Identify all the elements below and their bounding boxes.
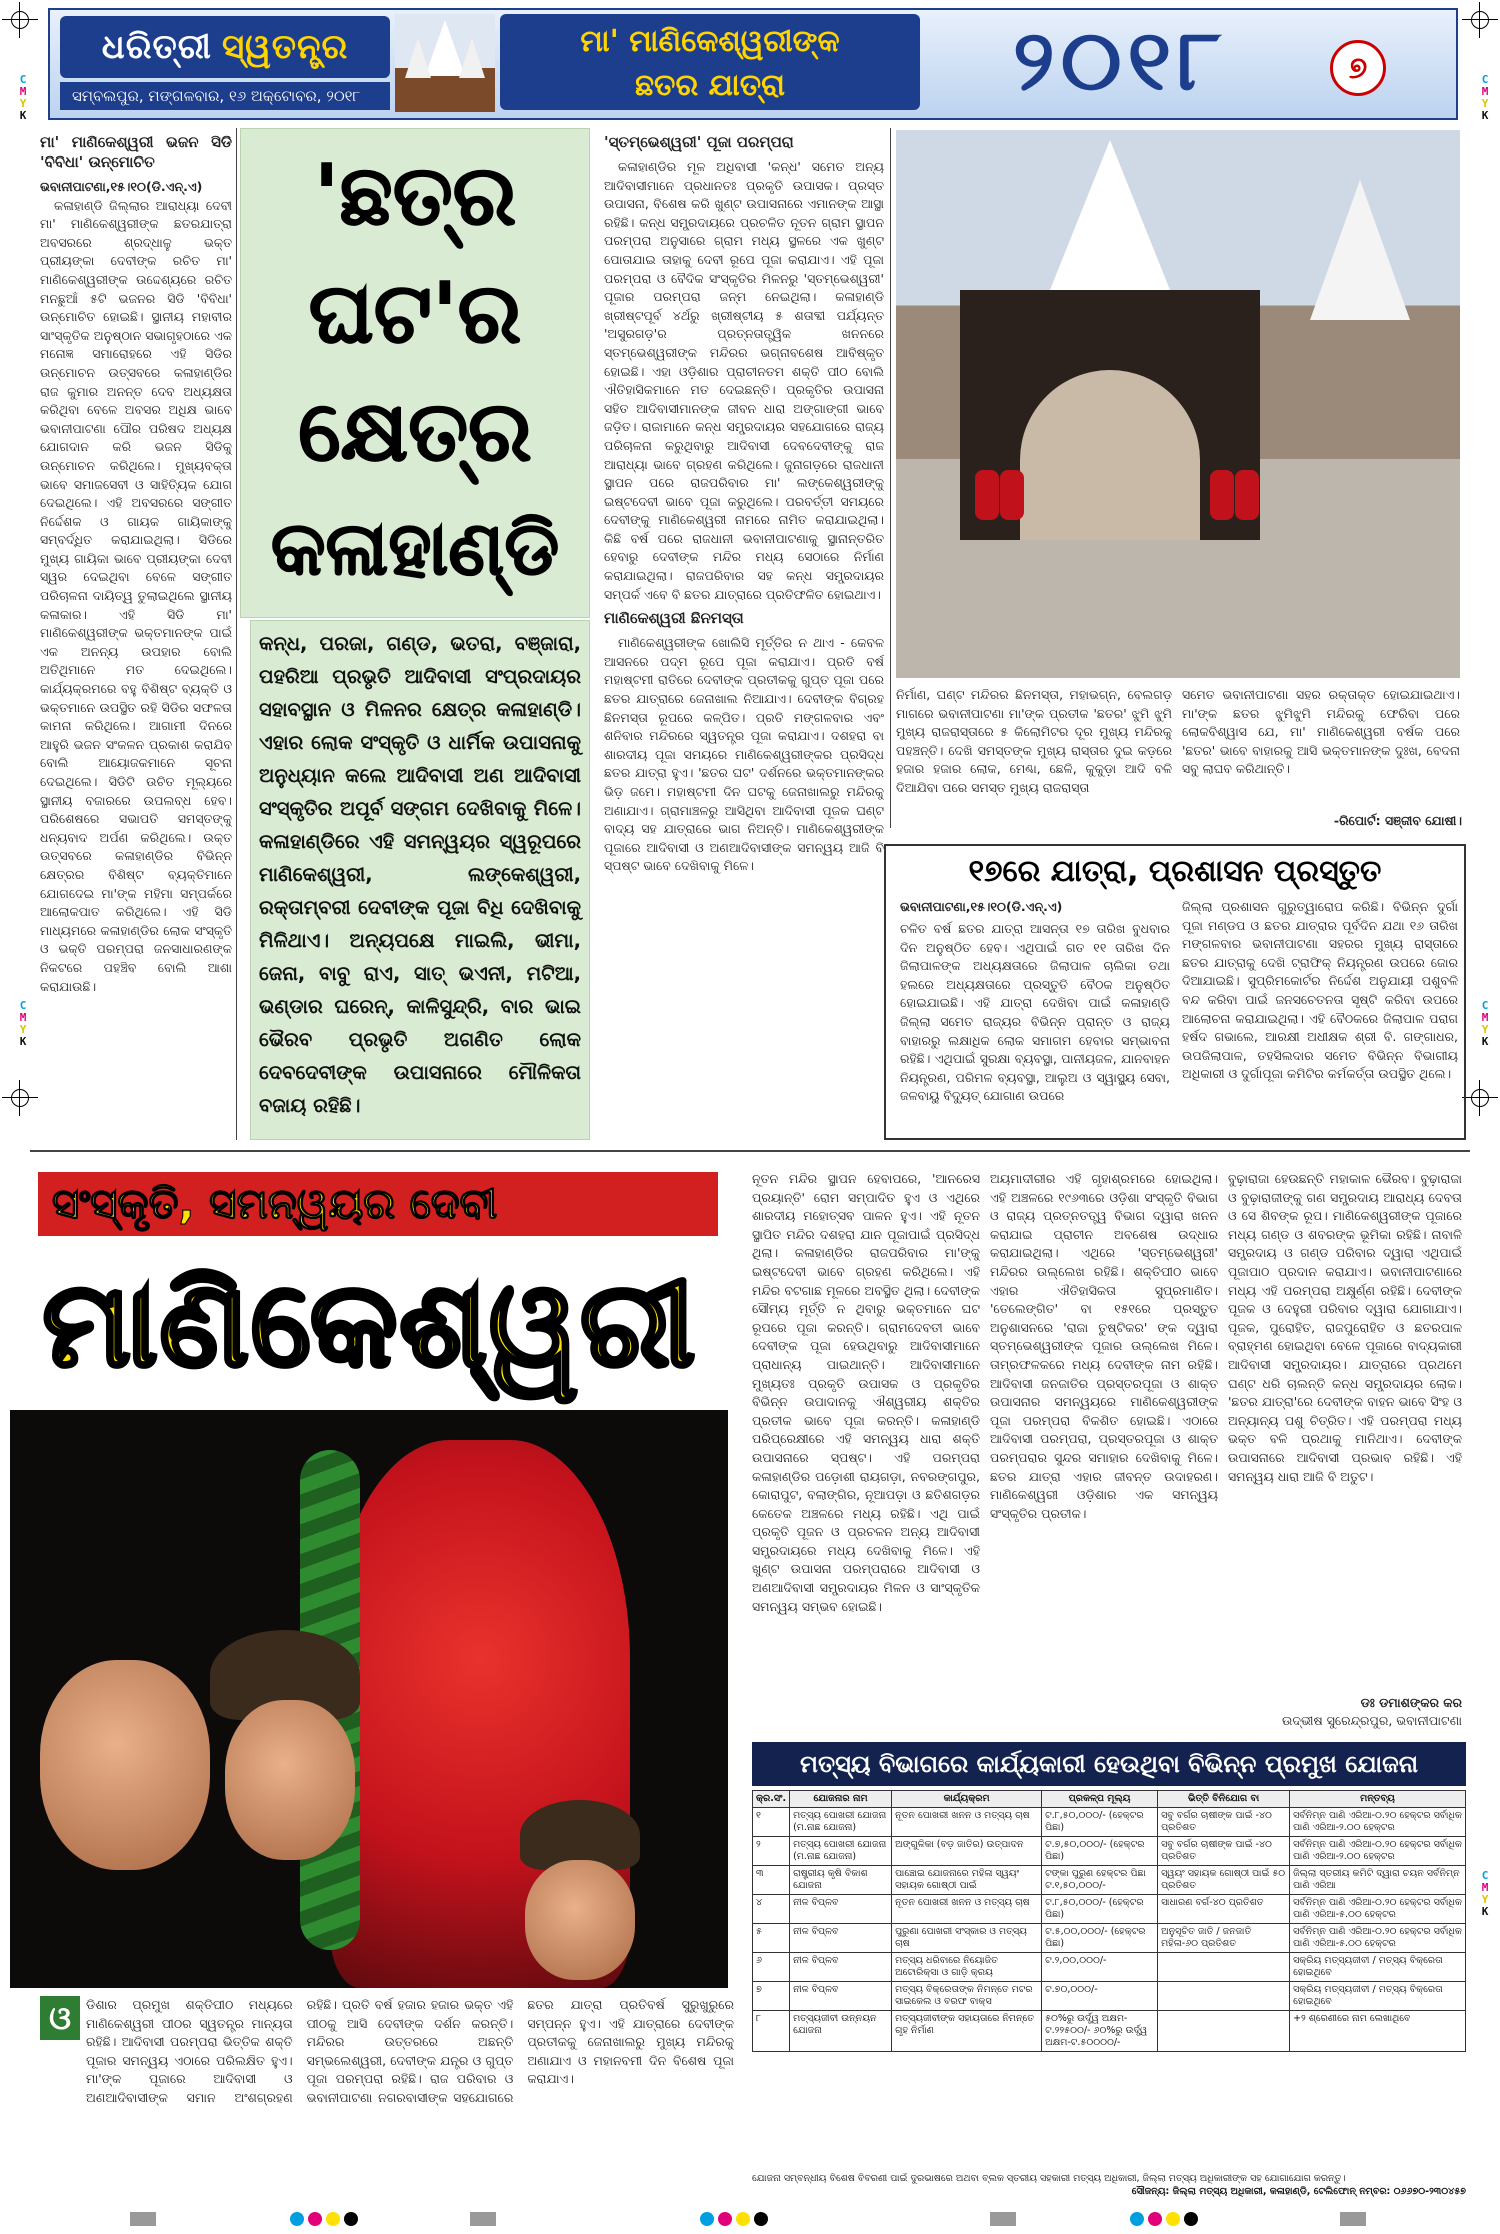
headline-line-4: କଳାହାଣ୍ଡି	[270, 506, 560, 592]
table-cell: ୧	[753, 1808, 790, 1837]
table-cell: ସକ୍ରିୟ ମତ୍ସ୍ୟଜୀବୀ / ମତ୍ସ୍ୟ ବିକ୍ରେତା ହୋଇଥିବେ	[1290, 1982, 1466, 2011]
table-cell: ୩	[753, 1866, 790, 1895]
table-header-row	[753, 1791, 1466, 1808]
print-color-dot	[736, 2212, 750, 2226]
red-pillar	[975, 470, 999, 520]
table-cell: ନୀଳ ବିପ୍ଳବ	[790, 1982, 892, 2011]
table-cell: ମତ୍ସ୍ୟ ପୋଖରୀ ଯୋଜନା (ମ.ନାଛ ଯୋଜନା)	[790, 1837, 892, 1866]
cmyk-mark: C M Y K	[1481, 1869, 1489, 1918]
table-row	[753, 1866, 1466, 1895]
table-cell: ଟ.୭,୫୦,୦୦୦/- (ହେକ୍ଟର ପିଛା)	[1042, 1837, 1158, 1866]
registration-mark-top-left	[2, 2, 38, 38]
left-column-article	[40, 128, 232, 1140]
table-row	[753, 1837, 1466, 1866]
table-cell: ସର୍ବନିମ୍ନ ପାଣି ଏରିଆ-୦.୨୦ ହେକ୍ଟର ସର୍ବାଧିକ ପାଣି ଏରିଆ-୫.୦୦ ହେକ୍ଟର	[1290, 1895, 1466, 1924]
red-pillar	[1235, 470, 1259, 520]
feature-author-place: ଉଦ୍ଭୀଷ ସୁରେନ୍ଦ୍ରପୁର, ଭବାନୀପାଟଣା	[1281, 1713, 1462, 1728]
headline-line-2: ଘଟ'ର	[308, 264, 522, 362]
administration-body-2: ଜିଲ୍ଲା ପ୍ରଶାସନ ଗୁରୁତ୍ୱାରୋପ କରିଛି। ବିଭିନ୍ନ ଦୁର୍ଗା ପୂଜା ମଣ୍ଡପ ଓ ଛତର ଯାତ୍ରାର ପୂର୍ବଦିନ ଯଥା ୧୬ ତାରିଖ ମଙ୍ଗଳବାର ଭବାନୀପାଟଣା ସହରର ମୁଖ୍ୟ ରାସ୍ତାରେ ଛତର ଯାତ୍ରାକୁ ଦେଖି ଟ୍ରାଫିକ୍‌ ନିୟନ୍ତ୍ରଣ ଉପରେ ଜୋର ଦିଆଯାଇଛି। ସୁପ୍ରିମକୋର୍ଟର ନିର୍ଦ୍ଦେଶ ଅନୁଯାୟୀ ପଶୁବଳି ବନ୍ଦ କରିବା ପାଇଁ ଜନସଚେତନତା ସୃଷ୍ଟି କରିବା ଉପରେ ଆଲୋଚନା କରାଯାଇଥିଲା। ଏହି ବୈଠକରେ ଜିଲାପାଳ ପରାଗ ହର୍ଷଦ ଗଭାଲେ, ଆରକ୍ଷୀ ଅଧୀକ୍ଷକ ଶ୍ରୀ ବି. ଗଙ୍ଗାଧର, ଉପଜିଲାପାଳ, ତହସିଲଦାର ସମେତ ବିଭିନ୍ନ ବିଭାଗୀୟ ଅଧିକାରୀ ଓ ଦୁର୍ଗାପୂଜା କମିଟିର କର୍ମକର୍ତ୍ତା ଉପସ୍ଥିତ ଥିଲେ।	[1182, 899, 1458, 1082]
cmyk-mark: C M Y K	[19, 73, 27, 122]
dropcap: ଓ	[40, 1996, 80, 2040]
print-color-dot	[290, 2212, 304, 2226]
left-column-dateline: ଭବାନୀପାଟଣା,୧୫।୧୦(ଡି.ଏନ୍.ଏ)	[40, 179, 203, 194]
table-cell: ମତ୍ସ୍ୟଜୀବୀ ଉନ୍ନୟନ ଯୋଜନା	[790, 2011, 892, 2052]
feature-body-2: ଅୟମାଦୀରୀର ଏହି ଗୃହାଶ୍ରମରେ ହୋଇଥିଲା। ଏହି ଅଞ୍ଚଳରେ ୧୯୬୩ରେ ଓଡ଼ିଶା ସଂସ୍କୃତି ବିଭାଗ ଓ ରାଜ୍ୟ ପ୍ରତ୍ନତତ୍ତ୍ୱ ବିଭାଗ ଦ୍ୱାରା ଖନନ କରାଯାଇ ପ୍ରାଚୀନ ଅବଶେଷ ଉଦ୍ଧାର କରାଯାଇଥିଲା। ଏଥିରେ 'ସ୍ତମ୍ଭେଶ୍ୱରୀ' ମନ୍ଦିରର ଉଲ୍ଲେଖ ରହିଛି। ଶକ୍ତିପୀଠ ଭାବେ ଏହାର ଐତିହାସିକତା ସୁପ୍ରମାଣିତ। 'ତେଲେଙ୍ଗିତ' ବା ୧୫୧ରେ ପ୍ରସ୍ତୁତ ଅନୁଶାସନରେ 'ରାଜା ତୁଷ୍ଟିକର' ଙ୍କ ଦ୍ୱାରା ସ୍ତମ୍ଭେଶ୍ୱରୀଙ୍କ ପୂଜାର ଉଲ୍ଲେଖ ମିଳେ। ତାମ୍ରଫଳକରେ ମଧ୍ୟ ଦେବୀଙ୍କ ନାମ ରହିଛି। ଆଦିବାସୀ ଜନଜାତିର ପ୍ରସ୍ତରପୂଜା ଓ ଶାକ୍ତ ଉପାସନାର ସମନ୍ୱୟରେ ମାଣିକେଶ୍ୱରୀଙ୍କ ପୂଜା ପରମ୍ପରା ବିକଶିତ ହୋଇଛି। ଏଠାରେ ଆଦିବାସୀ ପରମ୍ପରା, ପ୍ରସ୍ତରପୂଜା ଓ ଶାକ୍ତ ପରମ୍ପରାର ସୁନ୍ଦର ସମାହାର ଦେଖିବାକୁ ମିଳେ। ଛତର ଯାତ୍ରା ଏହାର ଜୀବନ୍ତ ଉଦାହରଣ। ମାଣିକେଶ୍ୱରୀ ଓଡ଼ିଶାର ଏକ ସମନ୍ୱୟ ସଂସ୍କୃତିର ପ୍ରତୀକ।	[990, 1171, 1218, 1521]
table-cell: ୮	[753, 2011, 790, 2052]
table-footnote-2: ସୌଜନ୍ୟ: ଜିଲ୍ଲା ମତ୍ସ୍ୟ ଅଧିକାରୀ, କଳାହାଣ୍ଡି, ଟେଲିଫୋନ୍ ନମ୍ବର: ୦୬୬୭୦-୨୩୦୪୫୭	[1131, 2186, 1466, 2197]
middle-heading-1: 'ସ୍ତମ୍ଭେଶ୍ୱରୀ' ପୂଜା ପରମ୍ପରା	[604, 133, 794, 151]
schemes-table-title: ମତ୍ସ୍ୟ ବିଭାଗରେ କାର୍ଯ୍ୟକାରୀ ହେଉଥିବା ବିଭିନ୍ନ ପ୍ରମୁଖ ଯୋଜନା	[752, 1742, 1466, 1786]
print-color-dot	[326, 2212, 340, 2226]
table-cell: ଅଙ୍ଗୁଳିକା (ବଡ଼ ଜାତିର) ଉତ୍ପାଦନ	[892, 1837, 1042, 1866]
table-cell: ସର୍ବନିମ୍ନ ପାଣି ଏରିଆ-୦.୨୦ ହେକ୍ଟର ସର୍ବାଧିକ ପାଣି ଏରିଆ-୨.୦୦ ହେକ୍ଟର	[1290, 1837, 1466, 1866]
headline	[250, 136, 580, 608]
table-cell: ସର୍ବନିମ୍ନ ପାଣି ଏରିଆ-୦.୨୦ ହେକ୍ଟର ସର୍ବାଧିକ ପାଣି ଏରିଆ-୫.୦୦ ହେକ୍ଟର	[1290, 1924, 1466, 1953]
table-cell: ଜିଲ୍ଲା ସ୍ତରୀୟ କମିଟି ଦ୍ୱାରା ଚୟନ ସର୍ବନିମ୍ନ ପାଣି ଏରିଆ	[1290, 1866, 1466, 1895]
middle-heading-2: ମାଣିକେଶ୍ୱରୀ ଛିନମସ୍ତା	[604, 609, 744, 628]
table-cell: ମତ୍ସ୍ୟ ପୋଖରୀ ଯୋଜନା (ମ.ନାଛ ଯୋଜନା)	[790, 1808, 892, 1837]
table-cell: ପାଞ୍ଚୋଇ ଯୋଜନାରେ ମହିଳା ସ୍ୱୟଂ ସହାୟକ ଗୋଷ୍ଠୀ ପାଇଁ	[892, 1866, 1042, 1895]
festival-banner	[500, 14, 920, 110]
table-cell: ଅନୁସୂଚିତ ଜାତି / ଜନଜାତି ମହିଳା-୬୦ ପ୍ରତିଶତ	[1158, 1924, 1290, 1953]
page-number: ୭	[1330, 40, 1386, 96]
print-color-dot	[344, 2212, 358, 2226]
table-footnote	[752, 2172, 1466, 2198]
paper-name	[60, 16, 390, 78]
table-cell: ରାଷ୍ଟ୍ରୀୟ କୃଷି ବିକାଶ ଯୋଜନା	[790, 1866, 892, 1895]
print-color-dot	[1184, 2212, 1198, 2226]
registration-mark-top-right	[1462, 2, 1498, 38]
headline-line-1: 'ଛତ୍‌ର	[313, 146, 517, 244]
devotee-face	[40, 1660, 210, 1870]
table-header: ପ୍ରକଳ୍ପ ମୂଲ୍ୟ	[1042, 1791, 1158, 1808]
banner-line-2: ଛତର ଯାତ୍ରା	[635, 68, 785, 103]
feature-body-1: ନୂତନ ମନ୍ଦିର ସ୍ଥାପନ ହେବାପରେ, 'ଆନରେସ ପ୍ରୟାନ୍ତି' ରୋମ ସମ୍ପାଦିତ ହୁଏ ଓ ଏଥିରେ ଶାରଦୀୟ ମହୋତ୍ସବ ପାଳନ ହୁଏ। ଏହି ନୂତନ ସ୍ଥାପିତ ମନ୍ଦିର ଦଶହରା ଯାନ ପୂଜାପାଇଁ ପ୍ରସିଦ୍ଧ ଥିଲା। କଳାହାଣ୍ଡିର ରାଜପରିବାର ମା'ଙ୍କୁ ଇଷ୍ଟଦେବୀ ଭାବେ ଗ୍ରହଣ କରିଥିଲେ। ଏହି ମନ୍ଦିର ବଟଗାଛ ମୂଳରେ ଅବସ୍ଥିତ ଥିଲା। ଦେବୀଙ୍କ ସୌମ୍ୟ ମୂର୍ତ୍ତି ନ ଥିବାରୁ ଭକ୍ତମାନେ ଘଟ ରୂପରେ ପୂଜା କରନ୍ତି। ଗ୍ରାମଦେବତୀ ଭାବେ ଦେବୀଙ୍କ ପୂଜା ହେଉଥିବାରୁ ଆଦିବାସୀମାନେ ପ୍ରାଧାନ୍ୟ ପାଇଥାନ୍ତି। ଆଦିବାସୀମାନେ ମୁଖ୍ୟତଃ ପ୍ରକୃତି ଉପାସକ ଓ ପ୍ରକୃତିର ବିଭିନ୍ନ ଉପାଦାନକୁ ଐଶ୍ୱରୀୟ ଶକ୍ତିର ପ୍ରତୀକ ଭାବେ ପୂଜା କରନ୍ତି। କଳାହାଣ୍ଡି ପରିପ୍ରେକ୍ଷୀରେ ଏହି ସମନ୍ୱୟ ଧାରା ଶକ୍ତି ଉପାସନାରେ ସ୍ପଷ୍ଟ। ଏହି ପରମ୍ପରା କଳାହାଣ୍ଡିର ପଡ଼ୋଶୀ ରାୟଗଡ଼ା, ନବରଙ୍ଗପୁର, କୋରାପୁଟ, ବଲାଙ୍ଗିର, ନୂଆପଡ଼ା ଓ ଛତିଶଗଡ଼ର କେତେକ ଅଞ୍ଚଳରେ ମଧ୍ୟ ରହିଛି। ଏଥି ପାଇଁ ପ୍ରକୃତି ପୂଜନ ଓ ପ୍ରଚଳନ ଅନ୍ୟ ଆଦିବାସୀ ସମ୍ପ୍ରଦାୟରେ ମଧ୍ୟ ଦେଖିବାକୁ ମିଳେ। ଏହି ଖୁଣ୍ଟ ଉପାସନା ପରମ୍ପରାରେ ଆଦିବାସୀ ଓ ଅଣଆଦିବାସୀ ସମ୍ପ୍ରଦାୟର ମିଳନ ଓ ସାଂସ୍କୃତିକ ସମନ୍ୱୟ ସମ୍ଭବ ହୋଇଛି।	[752, 1171, 980, 1614]
table-cell: ୫	[753, 1924, 790, 1953]
reporter-credit: -ରିପୋର୍ଟ: ସଞ୍ଜୀବ ଯୋଷୀ।	[1333, 813, 1462, 828]
table-cell: ସବୁ ବର୍ଗର ଚାଷୀଙ୍କ ପାଇଁ -୪୦ ପ୍ରତିଶତ	[1158, 1808, 1290, 1837]
print-color-dot	[754, 2212, 768, 2226]
print-color-dot	[718, 2212, 732, 2226]
table-cell: ନୀଳ ବିପ୍ଳବ	[790, 1895, 892, 1924]
middle-body-1: କଳାହାଣ୍ଡିର ମୂଳ ଅଧିବାସୀ 'କନ୍ଧ' ସମେତ ଅନ୍ୟ ଆଦିବାସୀମାନେ ପ୍ରଧାନତଃ ପ୍ରକୃତି ଉପାସକ। ପ୍ରସ୍ତ ଉପାସନା, ବିଶେଷ କରି ଖୁଣ୍ଟ ଉପାସନାରେ ଏମାନଙ୍କ ଆସ୍ଥା ରହିଛି। କନ୍ଧ ସମ୍ପ୍ରଦାୟରେ ପ୍ରଚଳିତ ନୂତନ ଗ୍ରାମ ସ୍ଥାପନ ପରମ୍ପରା ଅନୁସାରେ ଗ୍ରାମ ମଧ୍ୟ ସ୍ଥଳରେ ଏକ ଖୁଣ୍ଟ ପୋତାଯାଇ ତାହାକୁ ଦେବୀ ରୂପେ ପୂଜା କରାଯାଏ। ଏହି ପୂଜା ପରମ୍ପରା ଓ ବୈଦିକ ସଂସ୍କୃତିର ମିଳନରୁ 'ସ୍ତମ୍ଭେଶ୍ୱରୀ' ପୂଜାର ପରମ୍ପରା ଜନ୍ମ ନେଇଥିଲା। କଳାହାଣ୍ଡି ଖ୍ରୀଷ୍ଟପୂର୍ବ ୪ର୍ଥରୁ ଖ୍ରୀଷ୍ଟୀୟ ୫ ଶତାବ୍ଦୀ ପର୍ଯ୍ୟନ୍ତ 'ଅସୁରଗଡ଼'ର ପ୍ରତ୍ନତାତ୍ତ୍ୱିକ ଖନନରେ ସ୍ତମ୍ଭେଶ୍ୱରୀଙ୍କ ମନ୍ଦିରର ଭଗ୍ନାବଶେଷ ଆବିଷ୍କୃତ ହୋଇଛି। ଏହା ଓଡ଼ିଶାର ପ୍ରାଚୀନତମ ଶକ୍ତି ପୀଠ ବୋଲି ଐତିହାସିକମାନେ ମତ ଦେଇଛନ୍ତି। ପ୍ରକୃତିର ଉପାସନା ସହିତ ଆଦିବାସୀମାନଙ୍କ ଜୀବନ ଧାରା ଅଙ୍ଗାଙ୍ଗୀ ଭାବେ ଜଡ଼ିତ। ରାଜାମାନେ କନ୍ଧ ସମ୍ପ୍ରଦାୟର ସହଯୋଗରେ ରାଜ୍ୟ ପରିଚାଳନା କରୁଥିବାରୁ ଆଦିବାସୀ ଦେବଦେବୀଙ୍କୁ ରାଜ ଆରାଧ୍ୟା ଭାବେ ଗ୍ରହଣ କରିଥିଲେ। ଜୁନାଗଡ଼ରେ ରାଜଧାନୀ ସ୍ଥାପନ ପରେ ରାଜପରିବାର ମା' ଲଙ୍କେଶ୍ୱରୀଙ୍କୁ ଇଷ୍ଟଦେବୀ ଭାବେ ପୂଜା କରୁଥିଲେ। ପରବର୍ତ୍ତୀ ସମୟରେ ଦେବୀଙ୍କୁ ମାଣିକେଶ୍ୱରୀ ନାମରେ ନାମିତ କରାଯାଇଥିଲା। କିଛି ବର୍ଷ ପରେ ରାଜଧାନୀ ଭବାନୀପାଟଣାକୁ ସ୍ଥାନାନ୍ତରିତ ହେବାରୁ ଦେବୀଙ୍କ ମନ୍ଦିର ମଧ୍ୟ ସେଠାରେ ନିର୍ମାଣ କରାଯାଇଥିଲା। ରାଜପରିବାର ସହ କନ୍ଧ ସମ୍ପ୍ରଦାୟର ସମ୍ପର୍କ ଏବେ ବି ଛତର ଯାତ୍ରାରେ ପ୍ରତିଫଳିତ ହୋଇଥାଏ।	[604, 159, 884, 602]
feature-title: ମାଣିକେଶ୍ୱରୀ	[42, 1255, 698, 1393]
print-color-dot	[308, 2212, 322, 2226]
table-cell: ନୂତନ ପୋଖରୀ ଖନନ ଓ ମତ୍ସ୍ୟ ଚାଷ	[892, 1808, 1042, 1837]
table-cell: ଟ.୮,୫୦,୦୦୦/- (ହେକ୍ଟର ପିଛା)	[1042, 1895, 1158, 1924]
cmyk-mark: C M Y K	[1481, 73, 1489, 122]
paper-name-part2: ସ୍ୱତନ୍ତ୍ର	[221, 27, 349, 67]
table-cell: ସବୁ ବର୍ଗର ଚାଷୀଙ୍କ ପାଇଁ -୪୦ ପ୍ରତିଶତ	[1158, 1837, 1290, 1866]
table-row	[753, 1924, 1466, 1953]
dateline: ସମ୍ବଲପୁର, ମଙ୍ଗଳବାର, ୧୬ ଅକ୍ଟୋବର, ୨୦୧୮	[60, 82, 390, 110]
table-cell	[1158, 2011, 1290, 2052]
table-cell: ୬	[753, 1953, 790, 1982]
table-row	[753, 1808, 1466, 1837]
left-column-heading: ମା' ମାଣିକେଶ୍ୱରୀ ଭଜନ ସିଡି 'ବିବିଧା' ଉନ୍ମୋଚିତ	[40, 133, 232, 171]
table-cell: ଟ.୨,୦୦,୦୦୦/-	[1042, 1953, 1158, 1982]
print-color-bar	[470, 2212, 496, 2226]
festival-year: ୨୦୧୮	[1012, 10, 1228, 109]
cmyk-mark: C M Y K	[1481, 999, 1489, 1048]
table-cell: ନୀଳ ବିପ୍ଳବ	[790, 1924, 892, 1953]
table-cell: ନୀଳ ବିପ୍ଳବ	[790, 1953, 892, 1982]
intro-paragraph: କନ୍ଧ, ପରଜା, ଗଣ୍ଡ, ଭତରା, ବଞ୍ଜାରା, ପହରିଆ ପ୍ରଭୃତି ଆଦିବାସୀ ସଂପ୍ରଦାୟର ସହାବସ୍ଥାନ ଓ ମିଳନର କ୍ଷେତ୍ର କଳାହାଣ୍ଡି। ଏହାର ଲୋକ ସଂସ୍କୃତି ଓ ଧାର୍ମିକ ଉପାସନାକୁ ଅନୁଧ୍ୟାନ କଲେ ଆଦିବାସୀ ଅଣ ଆଦିବାସୀ ସଂସ୍କୃତିର ଅପୂର୍ବ ସଙ୍ଗମ ଦେଖିବାକୁ ମିଳେ। କଳାହାଣ୍ଡିରେ ଏହି ସମନ୍ୱୟର ସ୍ୱରୂପରେ ମାଣିକେଶ୍ୱରୀ, ଲଙ୍କେଶ୍ୱରୀ, ରକ୍ତାମ୍ବରୀ ଦେବୀଙ୍କ ପୂଜା ବିଧି ଦେଖିବାକୁ ମିଳିଥାଏ। ଅନ୍ୟପକ୍ଷେ ମାଇଲି, ଭୀମା, ଜେନା, ବାବୁ ରାଏ, ସାତ୍‌ ଭଏନୀ, ମଟିଆ, ଭଣ୍ଡାର ଘରେନ୍, କାଳିସୁନ୍ଦ୍ରି, ବାର ଭାଇ ଭୈରବ ପ୍ରଭୃତି ଅଗଣିତ ଲୋକ ଦେବଦେବୀଙ୍କ ଉପାସନାରେ ମୌଳିକତା ବଜାୟ ରହିଛି।	[250, 620, 590, 1140]
table-header: କାର୍ଯ୍ୟକ୍ରମ	[892, 1791, 1042, 1808]
table-cell: ଟଙ୍କା ପୁରୁଣ ହେକ୍ଟର ପିଛା ଟ.୧,୫୦,୦୦୦/-	[1042, 1866, 1158, 1895]
registration-mark-mid-right	[1462, 1080, 1498, 1116]
photo-caption-continued: ସମେତ ଭବାନୀପାଟଣା ସହର ରକ୍ତାକ୍ତ ହୋଇଯାଇଥାଏ। ମା'ଙ୍କ ଛତର ଝୁମିଝୁମି ମନ୍ଦିରକୁ ଫେରିବା ପରେ ଲୋକବିଶ୍ୱାସ ଯେ, ମା' ମାଣିକେଶ୍ୱରୀ ବର୍ଷକ ପରେ 'ଛତର' ଭାବେ ବାହାରକୁ ଆସି ଭକ୍ତମାନଙ୍କ ଦୁଃଖ, ବେଦନା ସବୁ ଲାଘବ କରିଥାନ୍ତି।	[1182, 687, 1460, 777]
table-cell: ମତ୍ସ୍ୟ ଧରିବାରେ ନିୟୋଜିତ ଅଟୋରିକ୍ସା ଓ ଗାଡ଼ି କ୍ରୟ	[892, 1953, 1042, 1982]
registration-mark-mid-left	[2, 1080, 38, 1116]
print-color-dot	[1130, 2212, 1144, 2226]
table-cell: ୪	[753, 1895, 790, 1924]
print-color-bar	[1340, 2212, 1366, 2226]
administration-dateline: ଭବାନୀପାଟଣା,୧୫।୧୦(ଡି.ଏନ୍.ଏ)	[900, 899, 1063, 914]
table-cell: ସର୍ବନିମ୍ନ ପାଣି ଏରିଆ-୦.୨୦ ହେକ୍ଟର ସର୍ବାଧିକ ପାଣି ଏରିଆ-୨.୦୦ ହେକ୍ଟର	[1290, 1808, 1466, 1837]
paper-name-part1: ଧରିତ୍ରୀ	[101, 27, 212, 67]
table-cell	[1158, 1982, 1290, 2011]
print-color-dot	[1148, 2212, 1162, 2226]
table-cell: ୭	[753, 1982, 790, 2011]
table-row	[753, 2011, 1466, 2052]
table-header: ଭିତ୍ତି ବିନିଯୋଗ ବା	[1158, 1791, 1290, 1808]
table-cell	[1158, 1953, 1290, 1982]
table-cell: ୨	[753, 1837, 790, 1866]
temple-gate-arch	[1020, 370, 1200, 540]
photo-caption: ନିର୍ମାଣ, ଘଣ୍ଟ ମନ୍ଦିରର ଛିନମସ୍ତା, ମହାଭଗ୍ନ, ବେଲଗଡ଼ ମାଗରେ ଭବାନୀପାଟଣା ମା'ଙ୍କ ପ୍ରତୀକ 'ଛତର' ଝୁମି ଝୁମି ମୁଖ୍ୟ ରାଜରାସ୍ତାରେ ୫ କିଲୋମିଟର ଦୂର ମୁଖ୍ୟ ମନ୍ଦିରକୁ ପହଞ୍ଚନ୍ତି। ଦେଖି ସମସ୍ତଙ୍କ ମୁଖ୍ୟ ରାସ୍ତାର ଦୁଇ କଡ଼ରେ ହଜାର ହଜାର ଲୋକ, ମେଣ୍ଢା, ଛେଳି, କୁକୁଡ଼ା ଆଦି ବଳି ଦିଆଯିବା ପରେ ସମସ୍ତ ମୁଖ୍ୟ ରାଜରାସ୍ତା	[896, 687, 1172, 795]
table-cell: ମତ୍ସ୍ୟଜୀବୀଙ୍କ ସହାୟତାରେ ନିମନ୍ତେ ଗୃହ ନିର୍ମାଣ	[892, 2011, 1042, 2052]
banner-line-1: ମା' ମାଣିକେଶ୍ୱରୀଙ୍କ	[580, 24, 840, 59]
table-footnote-1: ଯୋଜନା ସମ୍ବନ୍ଧୀୟ ବିଶେଷ ବିବରଣୀ ପାଇଁ ଦୁରଭାଷରେ ଅଥବା ବ୍ଲକ ସ୍ତରୀୟ ସହକାରୀ ମତ୍ସ୍ୟ ଅଧିକାରୀ, ଜିଲ୍ଲା ମତ୍ସ୍ୟ ଅଧିକାରୀଙ୍କ ସହ ଯୋଗାଯୋଗ କରନ୍ତୁ।	[752, 2173, 1346, 2184]
table-row	[753, 1982, 1466, 2011]
table-header: ଯୋଜନାର ନାମ	[790, 1791, 892, 1808]
print-color-dot	[1166, 2212, 1180, 2226]
table-cell: +୨ ଶ୍ରେଣୀରେ ନାମ ଲେଖାଥିବେ	[1290, 2011, 1466, 2052]
print-color-bar	[130, 2212, 156, 2226]
table-header: କ୍ର.ସଂ.	[753, 1791, 790, 1808]
temple-thumbnail	[395, 14, 495, 112]
column-rule	[236, 128, 237, 1140]
administration-title: ୧୭ରେ ଯାତ୍ରା, ପ୍ରଶାସନ ପ୍ରସ୍ତୁତ	[968, 854, 1382, 889]
devotee-face	[225, 1700, 355, 1860]
table-cell: ୫୦%ରୁ ଉର୍ଦ୍ଧ୍ୱ ଅକ୍ଷମ-ଟ.୨୨୫୦୦/- ୬୦%ରୁ ଉର୍ଦ୍ଧ୍ୱ ଅକ୍ଷମ-ଟ.୫୦୦୦୦/-	[1042, 2011, 1158, 2052]
table-cell: ଟ.୭୦,୦୦୦/-	[1042, 1982, 1158, 2011]
feature-author: ଡଃ ଡମାଶଙ୍କର କର	[1360, 1695, 1462, 1710]
middle-body-2: ମାଣିକେଶ୍ୱରୀଙ୍କ ଖୋଲିସି ମୂର୍ତ୍ତିର ନ ଥାଏ - କେବଳ ଆସନରେ ପଦ୍ମ ରୂପେ ପୂଜା କରାଯାଏ। ପ୍ରତି ବର୍ଷ ମହାଷ୍ଟମୀ ରାତିରେ ଦେବୀଙ୍କ ପ୍ରତୀକକୁ ଗୁପ୍ତ ପୂଜା ପରେ ଛତର ଯାତ୍ରାରେ ଜେନାଖାଲ ନିଆଯାଏ। ଦେବୀଙ୍କ ବିଗ୍ରହ ଛିନମସ୍ତା ରୂପରେ କଳ୍ପିତ। ପ୍ରତି ମଙ୍ଗଳବାର ଏବଂ ଶନିବାର ମନ୍ଦିରରେ ସ୍ୱତନ୍ତ୍ର ପୂଜା କରାଯାଏ। ଦଶହରା ବା ଶାରଦୀୟ ପୂଜା ସମୟରେ ମାଣିକେଶ୍ୱରୀଙ୍କର ପ୍ରସିଦ୍ଧ ଛତର ଯାତ୍ରା ହୁଏ। 'ଛତର ଘଟ' ଦର୍ଶନରେ ଭକ୍ତମାନଙ୍କର ଭିଡ଼ ଜମେ। ମହାଷ୍ଟମୀ ଦିନ ଘଟକୁ ଜେନାଖାଲରୁ ମନ୍ଦିରକୁ ଅଣାଯାଏ। ଗ୍ରାମାଞ୍ଚଳରୁ ଆସିଥିବା ଆଦିବାସୀ ପୂଜକ ଘଣ୍ଟ ବାଦ୍ୟ ସହ ଯାତ୍ରାରେ ଭାଗ ନିଅନ୍ତି। ମାଣିକେଶ୍ୱରୀଙ୍କ ପୂଜାରେ ଆଦିବାସୀ ଓ ଅଣଆଦିବାସୀଙ୍କ ସମନ୍ୱୟ ଆଜି ବି ସ୍ପଷ୍ଟ ଭାବେ ଦେଖିବାକୁ ମିଳେ।	[604, 635, 884, 874]
table-cell: ପୁରୁଣା ପୋଖରୀ ସଂସ୍କାର ଓ ମତ୍ସ୍ୟ ଚାଷ	[892, 1924, 1042, 1953]
table-cell: ମତ୍ସ୍ୟ ବିକ୍ରେତାଙ୍କ ନିମନ୍ତେ ମଟର ସାଇକେଲ ଓ ବରଫ ବାକ୍ସ	[892, 1982, 1042, 2011]
red-pillar	[1000, 470, 1024, 520]
table-header: ମନ୍ତବ୍ୟ	[1290, 1791, 1466, 1808]
schemes-table	[752, 1790, 1466, 2052]
feature-body-3: ବୁଢ଼ାରାଜା ହେଉଛନ୍ତି ମହାକାଳ ଭୈରବ। ବୁଢ଼ାରାଜା ଓ ବୁଢ଼ାରାଜୀଙ୍କୁ ଗଣ ସମ୍ପ୍ରଦାୟ ଆରାଧ୍ୟ ଦେବତା ଓ ସେ ଶିବଙ୍କ ରୂପ। ମାଣିକେଶ୍ୱରୀଙ୍କ ପୂଜାରେ ମଧ୍ୟ ଗଣ୍ଡ ଓ ଶବରଙ୍କ ଭୂମିକା ରହିଛି। ନାବାଳି ସମ୍ପ୍ରଦାୟ ଓ ଗଣ୍ଡ ପରିବାର ଦ୍ୱାରା ଏଥିପାଇଁ ପୂଜାପାଠ ପ୍ରଦାନ କରାଯାଏ। ଭବାନୀପାଟଣାରେ ମଧ୍ୟ ଏହି ପରମ୍ପରା ଅକ୍ଷୁର୍ଣ୍ଣ ରହିଛି। ଦେବୀଙ୍କ ପୂଜକ ଓ ଦେହୁରୀ ପରିବାର ଦ୍ୱାରା ଯୋଗାଯାଏ। ପୂଜକ, ପୁରୋହିତ, ରାଜପୁରୋହିତ ଓ ଛତରପାଳ ବ୍ରାହ୍ମଣ ହୋଇଥିବା ବେଳେ ପୂଜାରେ ବାଦ୍ୟକାରୀ ଆଦିବାସୀ ସମ୍ପ୍ରଦାୟର। ଯାତ୍ରାରେ ପ୍ରଥମେ ଘଣ୍ଟ ଧରି ଚାଲନ୍ତି କନ୍ଧ ସମ୍ପ୍ରଦାୟର ଲୋକ। 'ଛତର ଯାତ୍ରା'ରେ ଦେବୀଙ୍କ ବାହନ ଭାବେ ସିଂହ ଓ ଅନ୍ୟାନ୍ୟ ପଶୁ ଚିତ୍ରିତ। ଏହି ପରମ୍ପରା ମଧ୍ୟ ଭକ୍ତ ବଳି ପ୍ରଥାକୁ ମାନିଥାଏ। ଦେବୀଙ୍କ ଉପାସନାରେ ଆଦିବାସୀ ପ୍ରଭାବ ରହିଛି। ଏହି ସମନ୍ୱୟ ଧାରା ଆଜି ବି ଅତୁଟ।	[1228, 1171, 1462, 1484]
print-color-bar	[990, 2212, 1016, 2226]
column-rule	[890, 128, 891, 828]
table-cell: ସାଧାରଣ ବର୍ଗ-୪୦ ପ୍ରତିଶତ	[1158, 1895, 1290, 1924]
feature-strip: ସଂସ୍କୃତି, ସମନ୍ୱୟର ଦେବୀ	[38, 1172, 718, 1236]
table-cell: ସ୍ୱୟଂ ସହାୟକ ଗୋଷ୍ଠୀ ପାଇଁ ୫୦ ପ୍ରତିଶତ	[1158, 1866, 1290, 1895]
print-color-dot	[700, 2212, 714, 2226]
red-pillar	[1210, 470, 1234, 520]
table-cell: ଟ.୫,୦୦,୦୦୦/- (ହେକ୍ଟର ପିଛା)	[1042, 1924, 1158, 1953]
table-cell: ନୂତନ ପୋଖରୀ ଖନନ ଓ ମତ୍ସ୍ୟ ଚାଷ	[892, 1895, 1042, 1924]
table-row	[753, 1953, 1466, 1982]
administration-body-1: ଚଳିତ ବର୍ଷ ଛତର ଯାତ୍ରା ଆସନ୍ତା ୧୭ ତାରିଖ ବୁଧବାର ଦିନ ଅନୁଷ୍ଠିତ ହେବ। ଏଥିପାଇଁ ଗତ ୧୧ ତାରିଖ ଦିନ ଜିଲାପାଳଙ୍କ ଅଧ୍ୟକ୍ଷତାରେ ଜିଲାପାଳ ଚାଲିକା ତଥା ହଲରେ ଅଧ୍ୟକ୍ଷତାରେ ପ୍ରସ୍ତୁତି ବୈଠକ ଅନୁଷ୍ଠିତ ହୋଇଯାଇଛି। ଏହି ଯାତ୍ରା ଦେଖିବା ପାଇଁ କଳାହାଣ୍ଡି ଜିଲ୍ଲା ସମେତ ରାଜ୍ୟର ବିଭିନ୍ନ ପ୍ରାନ୍ତ ଓ ରାଜ୍ୟ ବାହାରରୁ ଲକ୍ଷାଧିକ ଲୋକ ସମାଗମ ହେବାର ସମ୍ଭାବନା ରହିଛି। ଏଥିପାଇଁ ସୁରକ୍ଷା ବ୍ୟବସ୍ଥା, ପାନୀୟଜଳ, ଯାନବାହନ ନିୟନ୍ତ୍ରଣ, ପରିମଳ ବ୍ୟବସ୍ଥା, ଆଲୁଅ ଓ ସ୍ୱାସ୍ଥ୍ୟ ସେବା, ଜଳବାୟୁ ବିଦ୍ୟୁତ୍‌ ଯୋଗାଣ ଉପରେ	[900, 921, 1170, 1104]
devotee-face	[525, 1860, 635, 1980]
middle-column-article	[604, 128, 884, 1140]
section-rule	[30, 1150, 1470, 1152]
headline-line-3: କ୍ଷେତ୍ର	[298, 382, 532, 480]
bottom-left-body: ଡିଶାର ପ୍ରମୁଖ ଶକ୍ତିପୀଠ ମଧ୍ୟରେ ମାଣିକେଶ୍ୱରୀ ପୀଠର ସ୍ୱତନ୍ତ୍ର ମାନ୍ୟତା ରହିଛି। ଆଦିବାସୀ ପରମ୍ପରା ଭିତ୍ତିକ ଶକ୍ତି ପୂଜାର ସମନ୍ୱୟ ଏଠାରେ ପରିଲକ୍ଷିତ ହୁଏ। ମା'ଙ୍କ ପୂଜାରେ ଆଦିବାସୀ ଓ ଅଣଆଦିବାସୀଙ୍କ ସମାନ ଅଂଶଗ୍ରହଣ ରହିଛି। ପ୍ରତି ବର୍ଷ ହଜାର ହଜାର ଭକ୍ତ ଏହି ପୀଠକୁ ଆସି ଦେବୀଙ୍କ ଦର୍ଶନ କରନ୍ତି। ମନ୍ଦିରର ଉତ୍ତରରେ ଅଛନ୍ତି ସମ୍ଭଲେଶ୍ୱରୀ, ଦେବୀଙ୍କ ଯନ୍ତ୍ର ଓ ଗୁପ୍ତ ପୂଜା ପରମ୍ପରା ରହିଛି। ରାଜ ପରିବାର ଓ ଭବାନୀପାଟଣା ନଗରବାସୀଙ୍କ ସହଯୋଗରେ ଛତର ଯାତ୍ରା ପ୍ରତିବର୍ଷ ସୁରୁଖୁରୁରେ ସମ୍ପନ୍ନ ହୁଏ। ଏହି ଯାତ୍ରାରେ ଦେବୀଙ୍କ ପ୍ରତୀକକୁ ଜେନାଖାଲରୁ ମୁଖ୍ୟ ମନ୍ଦିରକୁ ଅଣାଯାଏ ଓ ମହାନବମୀ ଦିନ ବିଶେଷ ପୂଜା କରାଯାଏ।	[86, 1997, 734, 2105]
table-row	[753, 1895, 1466, 1924]
cmyk-mark: C M Y K	[19, 999, 27, 1048]
table-cell: ସକ୍ରିୟ ମତ୍ସ୍ୟଜୀବୀ / ମତ୍ସ୍ୟ ବିକ୍ରେତା ହୋଇଥିବେ	[1290, 1953, 1466, 1982]
table-cell: ଟ.୮,୫୦,୦୦୦/- (ହେକ୍ଟର ପିଛା)	[1042, 1808, 1158, 1837]
left-column-body: କଳାହାଣ୍ଡି ଜିଲ୍ଲାର ଆରାଧ୍ୟା ଦେବୀ ମା' ମାଣିକେଶ୍ୱରୀଙ୍କ ଛତରଯାତ୍ରା ଅବସରରେ ଶ୍ରଦ୍ଧାଳୁ ଭକ୍ତ ପ୍ରୀୟଙ୍କା ଦେବୀଙ୍କ ରଚିତ ମା' ମାଣିକେଶ୍ୱରୀଙ୍କ ଉଦ୍ଦେଶ୍ୟରେ ରଚିତ ମନଛୁଆଁ ୫ଟି ଭଜନର ସିଡି 'ବିବିଧା' ଉନ୍ମୋଚିତ ହୋଇଛି। ସ୍ଥାନୀୟ ମହାବୀର ସାଂସ୍କୃତିକ ଅନୁଷ୍ଠାନ ସଭାଗୃହଠାରେ ଏକ ମନୋଜ୍ଞ ସମାରୋହରେ ଏହି ସିଡିର ଉନ୍ମୋଚନ ଉତ୍ସବରେ କଳାହାଣ୍ଡିର ରାଜ କୁମାର ଅନନ୍ତ ଦେବ ଅଧ୍ୟକ୍ଷତା କରିଥିବା ବେଳେ ଅବସର ଅଧିକ୍ଷ ଭାବେ ଭବାନୀପାଟଣା ପୌର ପରିଷଦ ଅଧ୍ୟକ୍ଷ ଯୋଗଦାନ କରି ଭଜନ ସିଡିକୁ ଉନ୍ମୋଚନ କରିଥିଲେ। ମୁଖ୍ୟବକ୍ତା ଭାବେ ସମାଜସେବୀ ଓ ସାହିତ୍ୟିକ ଯୋଗ ଦେଇଥିଲେ। ଏହି ଅବସରରେ ସଙ୍ଗୀତ ନିର୍ଦ୍ଦେଶକ ଓ ଗାୟକ ଗାୟିକାଙ୍କୁ ସମ୍ବର୍ଦ୍ଧିତ କରାଯାଇଥିଲା। ସିଡିରେ ମୁଖ୍ୟ ଗାୟିକା ଭାବେ ପ୍ରୀୟଙ୍କା ଦେବୀ ସ୍ୱର ଦେଇଥିବା ବେଳେ ସଙ୍ଗୀତ ପରିଚାଳନା ଦାୟିତ୍ୱ ତୁଲାଇଥିଲେ ସ୍ଥାନୀୟ କଳାକାର। ଏହି ସିଡି ମା' ମାଣିକେଶ୍ୱରୀଙ୍କ ଭକ୍ତମାନଙ୍କ ପାଇଁ ଏକ ଅନନ୍ୟ ଉପହାର ବୋଲି ଅତିଥିମାନେ ମତ ଦେଇଥିଲେ। କାର୍ଯ୍ୟକ୍ରମରେ ବହୁ ବିଶିଷ୍ଟ ବ୍ୟକ୍ତି ଓ ଭକ୍ତମାନେ ଉପସ୍ଥିତ ରହି ସିଡିର ସଫଳତା କାମନା କରିଥିଲେ। ଆଗାମୀ ଦିନରେ ଆହୁରି ଭଜନ ସଂକଳନ ପ୍ରକାଶ କରାଯିବ ବୋଲି ଆୟୋଜକମାନେ ସୂଚନା ଦେଇଥିଲେ। ସିଡିଟି ଉଚିତ ମୂଲ୍ୟରେ ସ୍ଥାନୀୟ ବଜାରରେ ଉପଲବ୍ଧ ହେବ। ପରିଶେଷରେ ସଭାପତି ସମସ୍ତଙ୍କୁ ଧନ୍ୟବାଦ ଅର୍ପଣ କରିଥିଲେ। ଉକ୍ତ ଉତ୍ସବରେ କଳାହାଣ୍ଡିର ବିଭିନ୍ନ କ୍ଷେତ୍ରର ବିଶିଷ୍ଟ ବ୍ୟକ୍ତିମାନେ ଯୋଗଦେଇ ମା'ଙ୍କ ମହିମା ସମ୍ପର୍କରେ ଆଲୋକପାତ କରିଥିଲେ। ଏହି ସିଡି ମାଧ୍ୟମରେ କଳାହାଣ୍ଡିର ଲୋକ ସଂସ୍କୃତି ଓ ଭକ୍ତି ପରମ୍ପରା ଜନସାଧାରଣଙ୍କ ନିକଟରେ ପହଞ୍ଚିବ ବୋଲି ଆଶା କରାଯାଉଛି।	[40, 197, 232, 994]
